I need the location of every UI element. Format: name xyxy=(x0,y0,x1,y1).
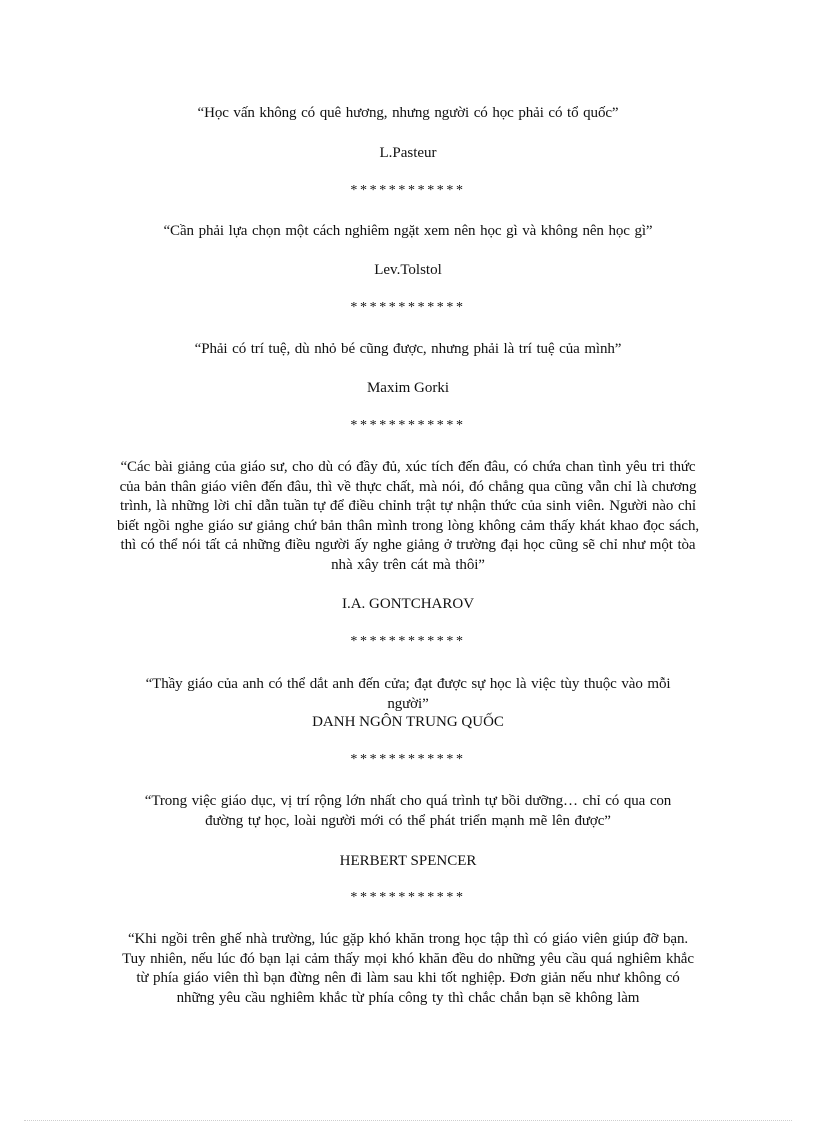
separator: ************ xyxy=(350,183,466,198)
quote-text: “Phải có trí tuệ, dù nhỏ bé cũng được, nhưng phải là trí tuệ của mình” xyxy=(194,341,622,357)
quote-author: L.Pasteur xyxy=(379,145,437,161)
separator: ************ xyxy=(350,300,466,315)
quote-text: “Thầy giáo của anh có thể dắt anh đến cửa; đạt được sự học là việc tùy thuộc vào mỗi người” xyxy=(145,676,671,712)
quote-text: “Các bài giảng của giáo sư, cho dù có đầy đủ, xúc tích đến đâu, có chứa chan tình yêu tri thức của bản thân giáo viên đến đâu, thì về thực chất, mà nói, đó chẳng qua cũng vẫn chỉ là chương trình, là những lời chỉ dẫn tuần tự để điều chỉnh trật tự nhận thức của sinh viên. Người nào chỉ biết ngồi nghe giáo sư giảng chứ bản thân mình trong lòng không cảm thấy khát khao đọc sách, thì có thể nói tất cả những điều người ấy nghe giảng ở trường đại học cũng sẽ chỉ như một tòa nhà xây trên cát mà thôi” xyxy=(116,459,700,573)
quote-text: “Học vấn không có quê hương, nhưng người có học phải có tổ quốc” xyxy=(197,105,619,121)
quote-author: DANH NGÔN TRUNG QUỐC xyxy=(312,714,504,730)
quote-text: “Cần phải lựa chọn một cách nghiêm ngặt xem nên học gì và không nên học gì” xyxy=(163,223,653,239)
separator: ************ xyxy=(350,890,466,905)
quote-author: HERBERT SPENCER xyxy=(339,853,477,869)
quote-text: “Trong việc giáo dục, vị trí rộng lớn nhất cho quá trình tự bồi dưỡng… chỉ có qua con đường tự học, loài người mới có thể phát triển mạnh mẽ lên được” xyxy=(144,793,672,829)
quote-author: Lev.Tolstol xyxy=(374,262,442,278)
page-bottom-divider xyxy=(24,1120,792,1121)
separator: ************ xyxy=(350,634,466,649)
quote-author: Maxim Gorki xyxy=(366,380,450,396)
quote-author: I.A. GONTCHAROV xyxy=(341,596,475,612)
quote-text: “Khi ngồi trên ghế nhà trường, lúc gặp khó khăn trong học tập thì có giáo viên giúp đỡ bạn. Tuy nhiên, nếu lúc đó bạn lại cảm thấy mọi khó khăn đều do những yêu cầu quá nghiêm khắc từ phía giáo viên thì bạn đừng nên đi làm sau khi tốt nghiệp. Đơn giản nếu như không có những yêu cầu nghiêm khắc từ phía công ty thì chắc chắn bạn sẽ không làm xyxy=(122,931,694,1006)
separator: ************ xyxy=(350,752,466,767)
separator: ************ xyxy=(350,418,466,433)
